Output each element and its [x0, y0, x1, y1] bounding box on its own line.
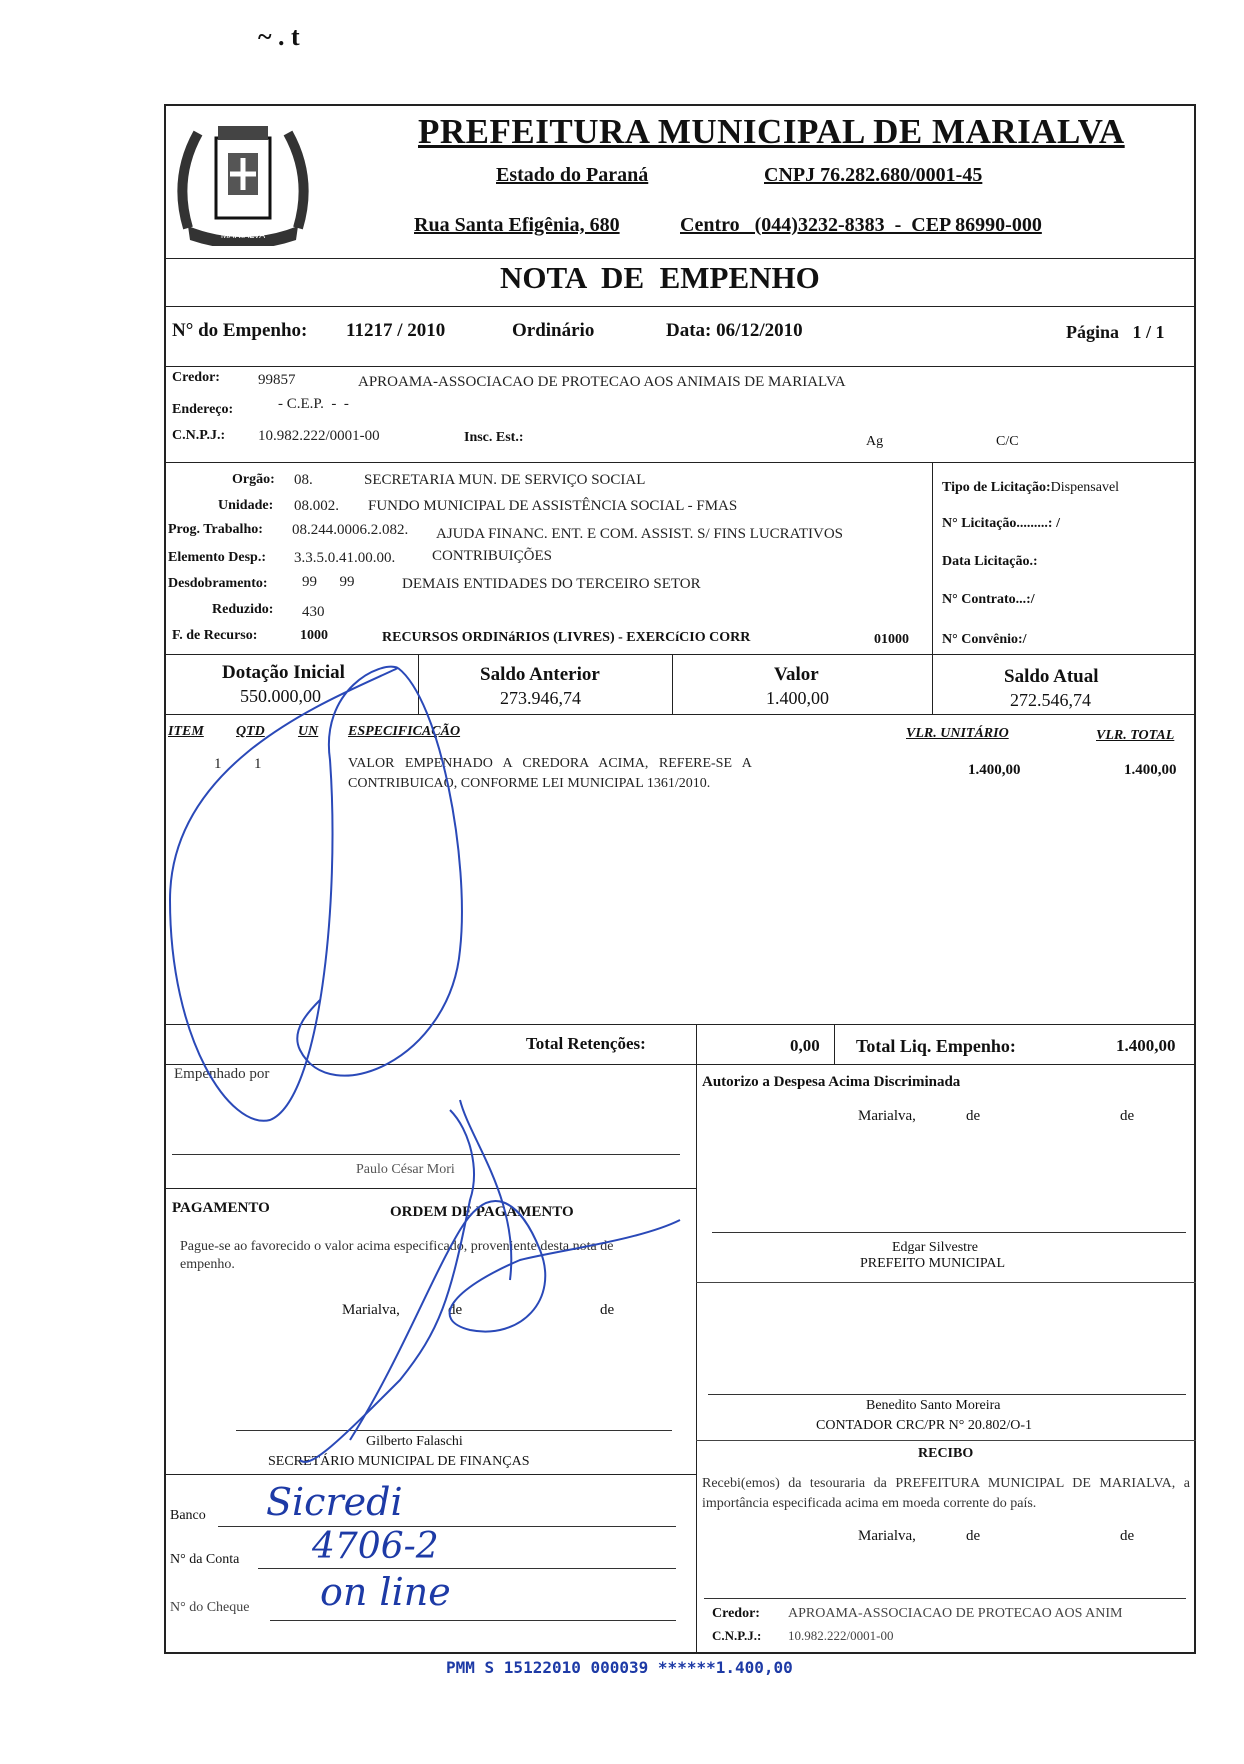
total-retencoes-label: Total Retenções:: [526, 1034, 646, 1053]
row-qtd: 1: [254, 756, 262, 772]
saldo-atual-value: 272.546,74: [1010, 690, 1091, 710]
elem-desc: CONTRIBUIÇÕES: [432, 548, 553, 564]
page-title: PREFEITURA MUNICIPAL DE MARIALVA: [418, 112, 1125, 151]
valor-label: Valor: [774, 664, 819, 685]
empenho-date: Data: 06/12/2010: [666, 320, 803, 341]
prefeito-title: PREFEITO MUNICIPAL: [860, 1256, 1006, 1271]
contador-title: CONTADOR CRC/PR N° 20.802/O-1: [816, 1418, 1033, 1433]
reduzido-value: 430: [302, 604, 325, 620]
contador-name: Benedito Santo Moreira: [866, 1398, 1001, 1413]
desd-desc: DEMAIS ENTIDADES DO TERCEIRO SETOR: [402, 576, 701, 592]
valor-value: 1.400,00: [766, 688, 829, 708]
ordem-de1: de: [448, 1302, 463, 1318]
coat-of-arms-logo: [168, 118, 318, 246]
dotacao-label: Dotação Inicial: [222, 662, 345, 683]
address-label: Rua Santa Efigênia, 680: [414, 214, 620, 236]
tipo-licitacao: Tipo de Licitação:Dispensavel: [942, 480, 1120, 495]
col-item: ITEM: [168, 724, 204, 739]
recurso-value: 1000: [300, 628, 328, 643]
unidade-label: Unidade:: [218, 498, 274, 513]
ordem-marialva: Marialva,: [342, 1302, 400, 1318]
row-unit-value: 1.400,00: [968, 762, 1021, 778]
empenhado-name: Paulo César Mori: [356, 1162, 455, 1177]
col-qtd: QTD: [236, 724, 265, 739]
unidade-value: 08.002.: [294, 498, 339, 514]
endereco-label: Endereço:: [172, 402, 234, 417]
cheque-label: N° do Cheque: [170, 1600, 250, 1615]
prog-label: Prog. Trabalho:: [168, 522, 263, 537]
n-licitacao: N° Licitação.........: /: [942, 516, 1060, 531]
secretario-name: Gilberto Falaschi: [366, 1434, 463, 1449]
recurso-code: 01000: [874, 632, 909, 647]
secretario-title: SECRETÁRIO MUNICIPAL DE FINANÇAS: [268, 1454, 530, 1469]
autorizo-de1: de: [966, 1108, 981, 1124]
recibo-credor-label: Credor:: [712, 1606, 760, 1621]
page-number: Página 1 / 1: [1066, 322, 1165, 342]
orgao-value: 08.: [294, 472, 313, 488]
pague-text: Pague-se ao favorecido o valor acima especificado, proveniente desta nota de empenho.: [180, 1239, 614, 1272]
top-marks: ~ . t: [258, 22, 300, 51]
col-vlr-unitario: VLR. UNITÁRIO: [906, 726, 1009, 741]
saldo-atual-label: Saldo Atual: [1004, 666, 1099, 687]
recibo-text: Recebi(emos) da tesouraria da PREFEITURA MUNICIPAL DE MARIALVA, a importância especificada acima em moeda corrente do país.: [702, 1476, 1190, 1511]
row-item: 1: [214, 756, 222, 772]
n-contrato: N° Contrato...:/: [942, 592, 1035, 607]
cnpj-credor-label: C.N.P.J.:: [172, 428, 226, 443]
col-un: UN: [298, 724, 319, 739]
col-especificacao: ESPECIFICAÇÃO: [348, 724, 461, 739]
prog-desc: AJUDA FINANC. ENT. E COM. ASSIST. S/ FINS LUCRATIVOS: [436, 526, 843, 542]
desd-value: 99 99: [302, 574, 355, 590]
recibo-cnpj-value: 10.982.222/0001-00: [788, 1628, 894, 1643]
orgao-desc: SECRETARIA MUN. DE SERVIÇO SOCIAL: [364, 472, 646, 488]
orgao-label: Orgão:: [232, 472, 275, 487]
recibo-title: RECIBO: [918, 1446, 974, 1461]
empenhado-por-label: Empenhado por: [174, 1066, 270, 1082]
empenho-label: N° do Empenho:: [172, 320, 308, 341]
recurso-label: F. de Recurso:: [172, 628, 258, 643]
autorizo-label: Autorizo a Despesa Acima Discriminada: [702, 1074, 961, 1090]
reduzido-label: Reduzido:: [212, 602, 274, 617]
footer-code: PMM S 15122010 000039 ******1.400,00: [446, 1658, 793, 1677]
prefeito-name: Edgar Silvestre: [892, 1240, 978, 1255]
cnpj-label: CNPJ 76.282.680/0001-45: [764, 164, 983, 186]
recurso-desc: RECURSOS ORDINáRIOS (LIVRES) - EXERCíCIO CORR: [382, 630, 751, 645]
coat-of-arms-text: MARIALVA: [220, 230, 266, 240]
credor-name: APROAMA-ASSOCIACAO DE PROTECAO AOS ANIMAIS DE MARIALVA: [358, 374, 846, 390]
saldo-anterior-value: 273.946,74: [500, 688, 581, 708]
ordem-de2: de: [600, 1302, 615, 1318]
credor-code: 99857: [258, 372, 296, 388]
unidade-desc: FUNDO MUNICIPAL DE ASSISTÊNCIA SOCIAL - FMAS: [368, 498, 738, 514]
autorizo-marialva: Marialva,: [858, 1108, 916, 1124]
ordem-pagamento-label: ORDEM DE PAGAMENTO: [390, 1204, 574, 1220]
row-spec-line1: VALOR EMPENHADO A CREDORA ACIMA, REFERE-SE A: [348, 756, 752, 771]
col-vlr-total: VLR. TOTAL: [1096, 728, 1175, 743]
contact-label: Centro (044)3232-8383 - CEP 86990-000: [680, 214, 1042, 236]
recibo-de1: de: [966, 1528, 981, 1544]
insc-est-label: Insc. Est.:: [464, 430, 524, 445]
credor-label: Credor:: [172, 370, 220, 385]
saldo-anterior-label: Saldo Anterior: [480, 664, 600, 685]
cheque-handwritten: on line: [320, 1570, 451, 1614]
desd-label: Desdobramento:: [168, 576, 268, 591]
cc-label: C/C: [996, 434, 1019, 449]
ag-label: Ag: [866, 434, 884, 449]
elem-label: Elemento Desp.:: [168, 550, 266, 565]
prog-value: 08.244.0006.2.082.: [292, 522, 409, 538]
row-total-value: 1.400,00: [1124, 762, 1177, 778]
empenho-number: 11217 / 2010: [346, 320, 446, 341]
recibo-credor-value: APROAMA-ASSOCIACAO DE PROTECAO AOS ANIM: [788, 1606, 1123, 1621]
endereco-value: - C.E.P. - -: [278, 396, 349, 412]
total-liq-value: 1.400,00: [1116, 1036, 1176, 1055]
banco-label: Banco: [170, 1508, 206, 1523]
total-retencoes-value: 0,00: [790, 1036, 820, 1055]
autorizo-de2: de: [1120, 1108, 1135, 1124]
cnpj-credor-value: 10.982.222/0001-00: [258, 428, 380, 444]
conta-label: N° da Conta: [170, 1552, 240, 1567]
doc-title: NOTA DE EMPENHO: [500, 260, 820, 295]
total-liq-label: Total Liq. Empenho:: [856, 1036, 1016, 1056]
n-convenio: N° Convênio:/: [942, 632, 1027, 647]
state-label: Estado do Paraná: [496, 164, 649, 186]
empenho-type: Ordinário: [512, 320, 595, 341]
dotacao-value: 550.000,00: [240, 686, 321, 706]
recibo-de2: de: [1120, 1528, 1135, 1544]
data-licitacao: Data Licitação.:: [942, 554, 1038, 569]
row-spec-line2: CONTRIBUICAO, CONFORME LEI MUNICIPAL 1361/2010.: [348, 776, 711, 791]
recibo-cnpj-label: C.N.P.J.:: [712, 1628, 762, 1643]
conta-handwritten: 4706-2: [312, 1526, 439, 1567]
pagamento-label: PAGAMENTO: [172, 1200, 270, 1216]
elem-value: 3.3.5.0.41.00.00.: [294, 550, 396, 566]
banco-handwritten: Sicredi: [266, 1480, 403, 1524]
recibo-marialva: Marialva,: [858, 1528, 916, 1544]
